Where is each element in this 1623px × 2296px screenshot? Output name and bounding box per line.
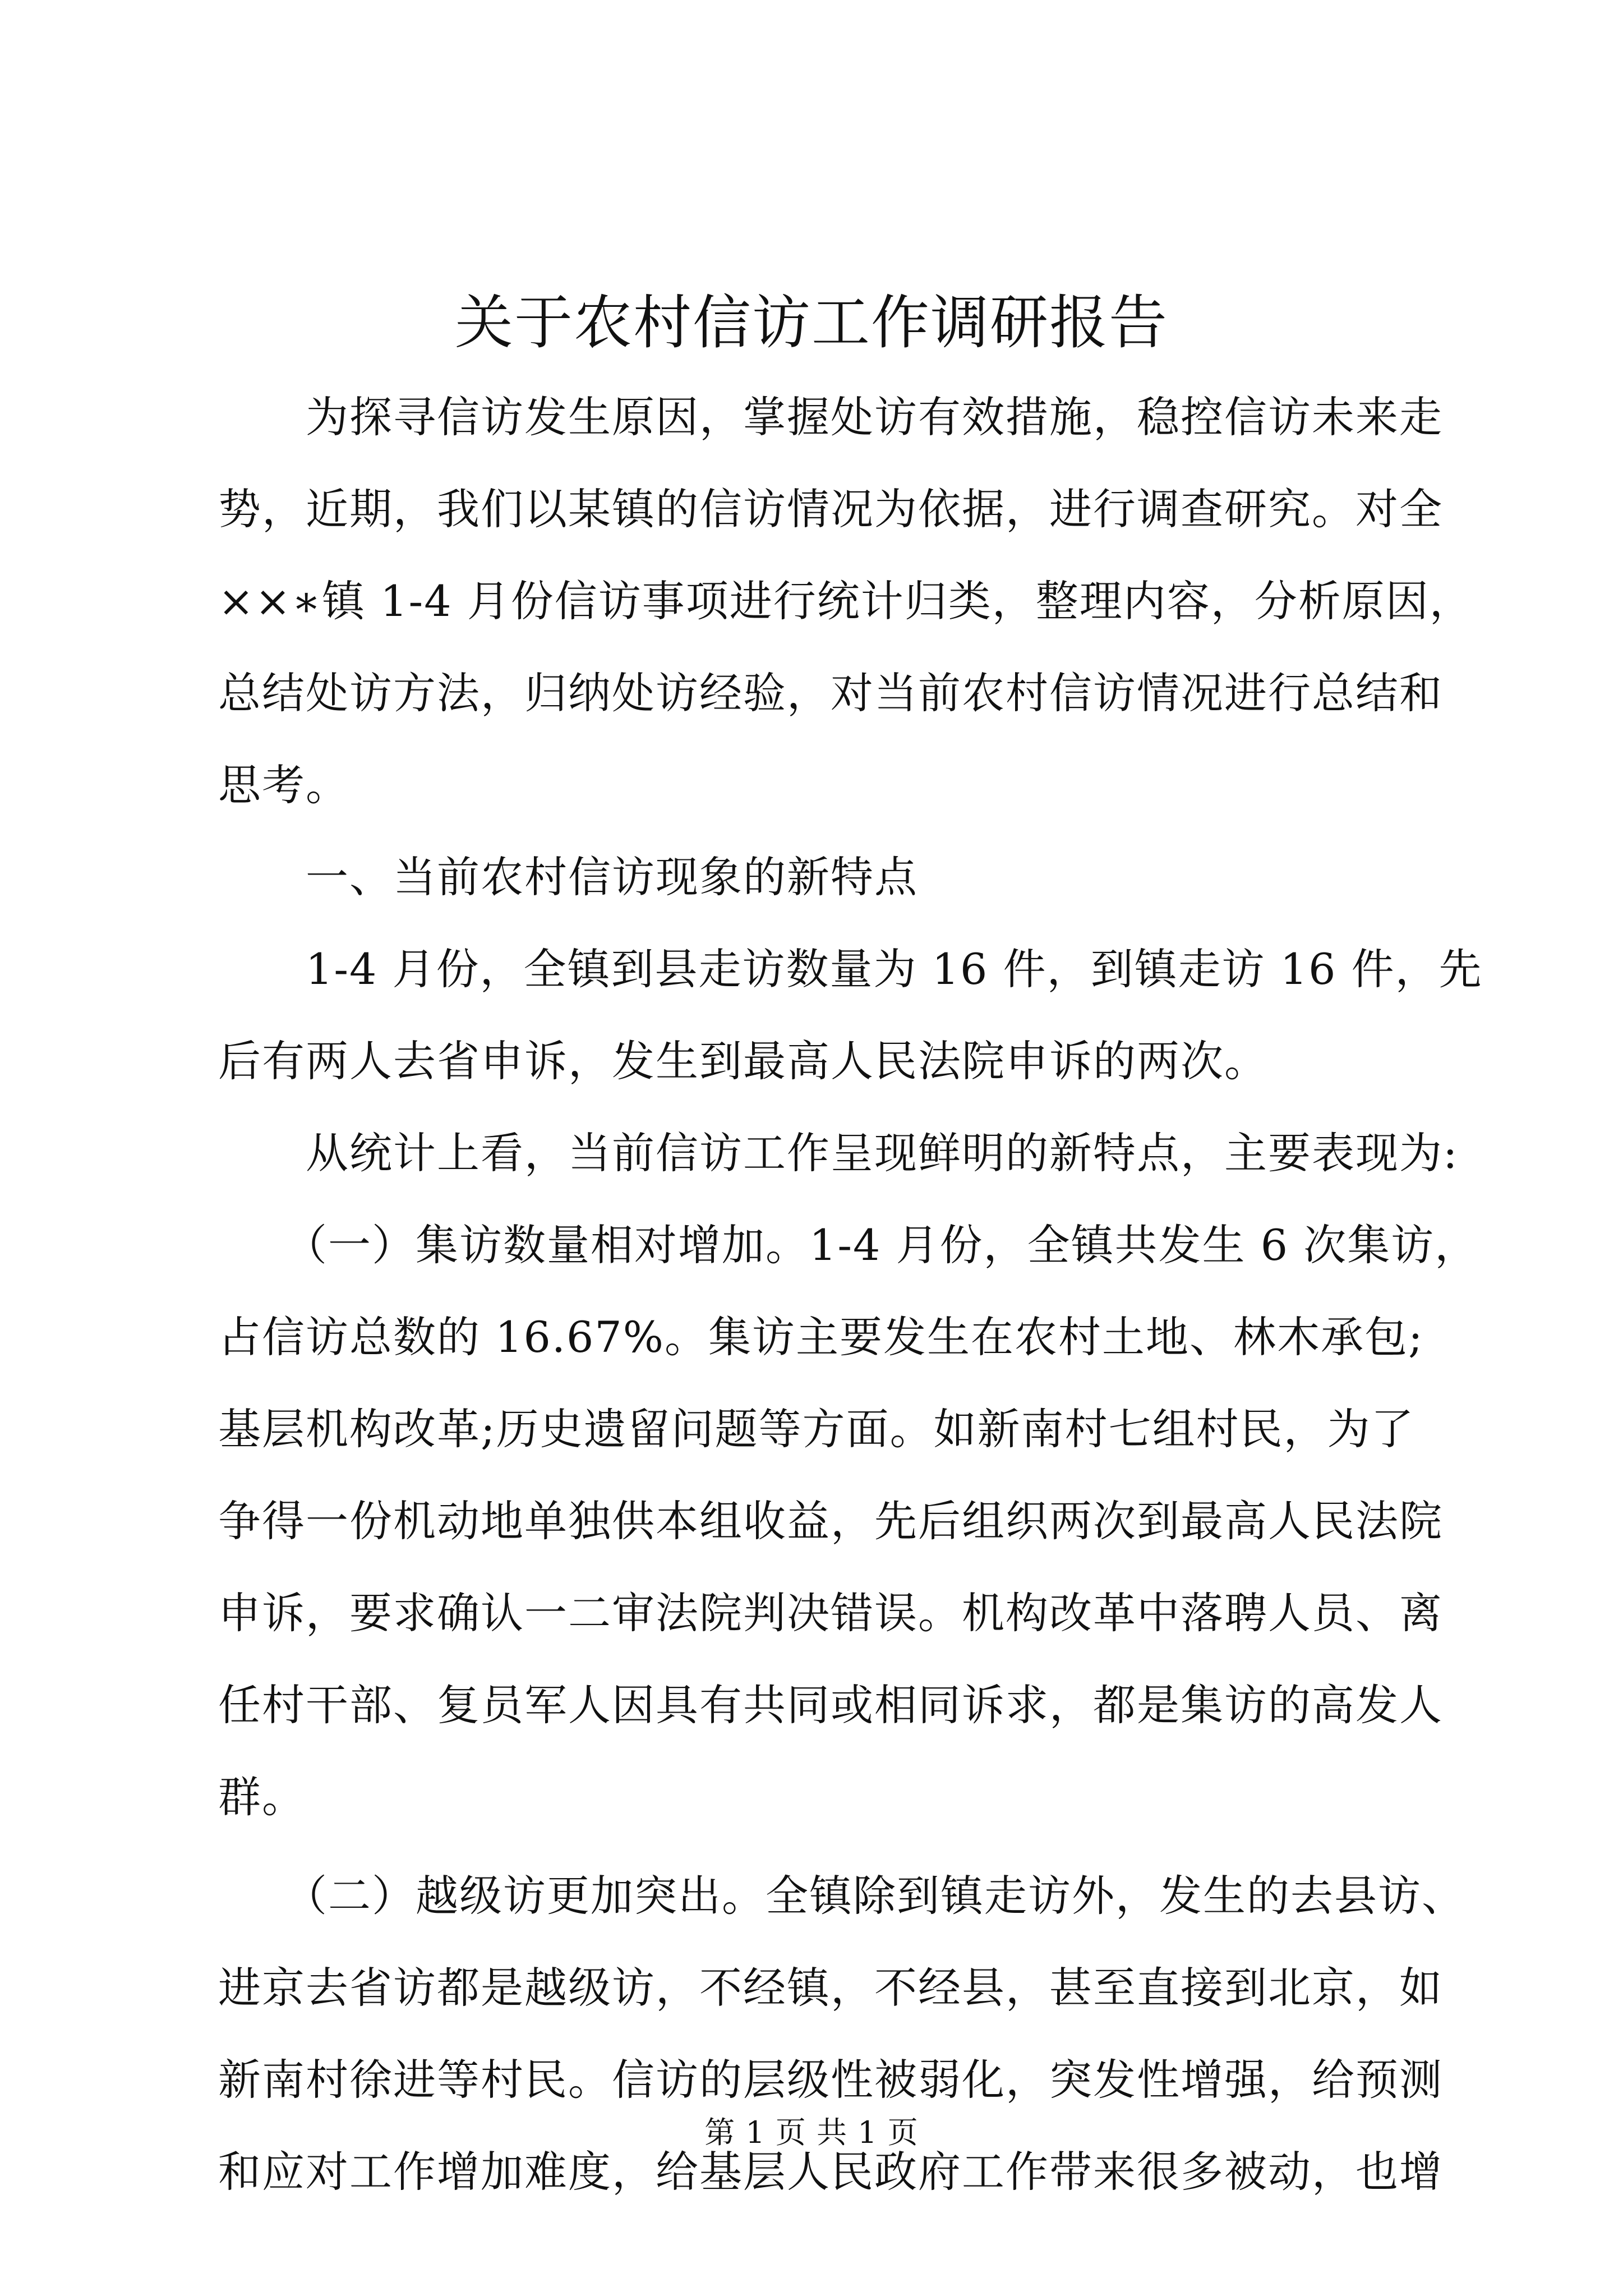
body-line: 为探寻信访发生原因，掌握处访有效措施，稳控信访未来走 bbox=[218, 392, 1443, 442]
body-line: 1-4 月份，全镇到县走访数量为 16 件，到镇走访 16 件，先 bbox=[218, 944, 1483, 994]
body-line: 占信访总数的 16.67%。集访主要发生在农村土地、林木承包; bbox=[218, 1312, 1424, 1362]
section-heading: 一、当前农村信访现象的新特点 bbox=[218, 852, 918, 902]
document-body bbox=[218, 371, 1483, 2218]
body-line: 思考。 bbox=[218, 760, 349, 810]
body-line: （一）集访数量相对增加。1-4 月份，全镇共发生 6 次集访， bbox=[218, 1220, 1479, 1270]
body-line: 争得一份机动地单独供本组收益，先后组织两次到最高人民法院 bbox=[218, 1496, 1443, 1546]
body-line: 后有两人去省申诉，发生到最高人民法院申诉的两次。 bbox=[218, 1036, 1268, 1086]
body-line: 总结处访方法，归纳处访经验，对当前农村信访情况进行总结和 bbox=[218, 668, 1443, 718]
document-title: 关于农村信访工作调研报告 bbox=[454, 288, 1168, 357]
body-line: 从统计上看，当前信访工作呈现鲜明的新特点，主要表现为: bbox=[218, 1128, 1459, 1178]
body-line: 申诉，要求确认一二审法院判决错误。机构改革中落聘人员、离 bbox=[218, 1588, 1443, 1638]
body-line: ××∗镇 1-4 月份信访事项进行统计归类，整理内容，分析原因， bbox=[218, 576, 1473, 626]
body-line: 和应对工作增加难度，给基层人民政府工作带来很多被动，也增 bbox=[218, 2147, 1443, 2197]
body-line: 进京去省访都是越级访，不经镇，不经县，甚至直接到北京，如 bbox=[218, 1963, 1443, 2013]
body-line: 群。 bbox=[218, 1772, 306, 1822]
body-line: 势，近期，我们以某镇的信访情况为依据，进行调查研究。对全 bbox=[218, 484, 1443, 534]
body-line: 任村干部、复员军人因具有共同或相同诉求，都是集访的高发人 bbox=[218, 1680, 1443, 1730]
paragraph-gap bbox=[218, 1843, 1413, 1850]
body-line: 新南村徐进等村民。信访的层级性被弱化，突发性增强，给预测 bbox=[218, 2055, 1443, 2105]
body-line: 基层机构改革;历史遗留问题等方面。如新南村七组村民，为了 bbox=[218, 1404, 1415, 1454]
page-footer: 第 1 页 共 1 页 bbox=[704, 2115, 919, 2150]
body-line: （二）越级访更加突出。全镇除到镇走访外，发生的去县访、 bbox=[218, 1871, 1465, 1921]
